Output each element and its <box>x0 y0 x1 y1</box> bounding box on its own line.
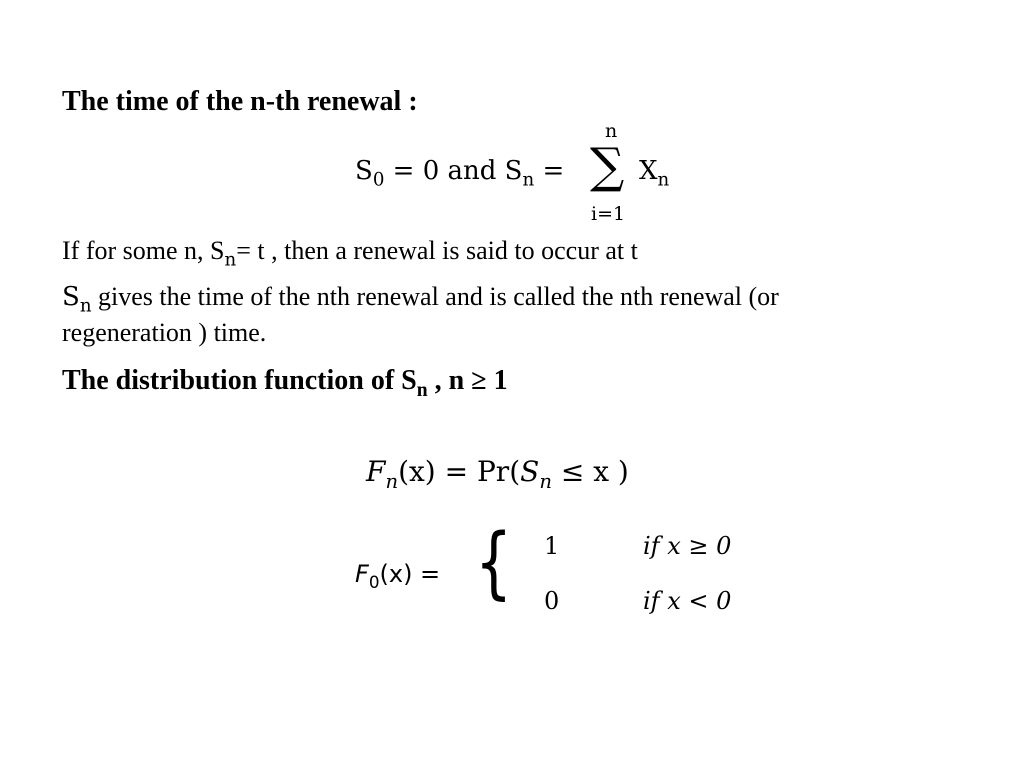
sn-symbol: $S_n$ <box>504 156 535 191</box>
equals-sign: = <box>534 156 565 186</box>
summation <box>588 120 638 230</box>
heading-text: The time of the n-th renewal : <box>62 86 418 117</box>
equation-fn-definition: $F_n(x) = Pr(S_n \le x$ ) <box>366 455 629 493</box>
case1-value: 1 <box>544 532 560 560</box>
case2-value: 0 <box>544 587 560 615</box>
f0-lhs: $F_0(x)$ = <box>355 560 441 592</box>
s0-symbol: $S_0$ <box>355 156 385 191</box>
sum-lower-limit: i=1 <box>591 203 626 225</box>
heading-distribution-function: The distribution function of $S_n$ , n ≥ 1 <box>62 365 508 401</box>
renewal-occurrence-text: If for some n, $S_n= t$ , then a renewal is said to occur at t <box>62 236 638 271</box>
heading-nth-renewal-time <box>62 86 418 118</box>
equation-f0-piecewise <box>355 518 775 628</box>
case1-condition: if x ≥ 0 <box>643 532 732 560</box>
sum-upper-limit: n <box>605 120 618 142</box>
sn-description-line1: $S_n$ gives the time of the nth renewal and is called the nth renewal (or <box>62 282 779 317</box>
equation-sn-definition <box>355 156 565 191</box>
summand-xn: $X_n$ <box>639 156 670 191</box>
case2-condition: if x < 0 <box>643 587 732 615</box>
sn-description-line2: regeneration ) time. <box>62 318 267 347</box>
left-brace: { <box>475 518 513 608</box>
sum-symbol: ∑ <box>590 138 625 194</box>
s0-equals-zero: = 0 and <box>384 156 505 186</box>
